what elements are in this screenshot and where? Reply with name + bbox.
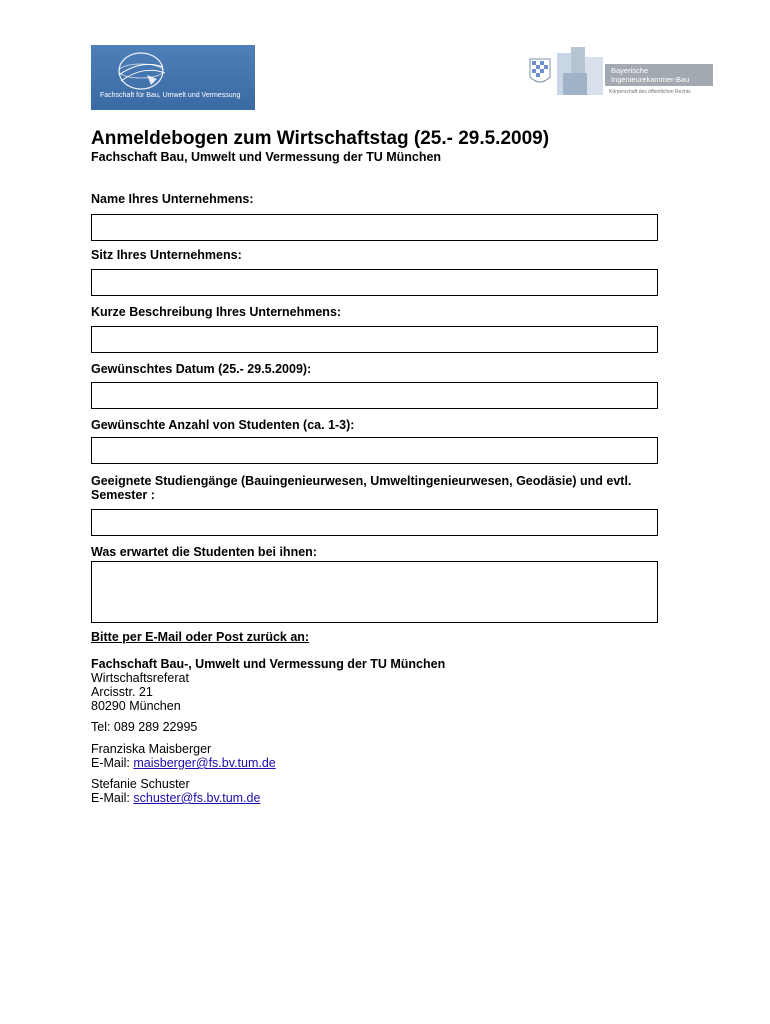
student-count-label: Gewünschte Anzahl von Studenten (ca. 1-3): [91, 418, 355, 432]
email-prefix: E-Mail: [91, 791, 134, 805]
contact-city: 80290 München [91, 699, 181, 713]
study-programs-field[interactable] [91, 509, 658, 536]
contact-organization: Fachschaft Bau-, Umwelt und Vermessung der TU München [91, 657, 446, 671]
company-description-label: Kurze Beschreibung Ihres Unternehmens: [91, 305, 342, 319]
contact-person2-email-line [91, 791, 260, 805]
preferred-date-label: Gewünschtes Datum (25.- 29.5.2009): [91, 362, 312, 376]
company-name-field[interactable] [91, 214, 658, 241]
student-expectations-label: Was erwartet die Studenten bei ihnen: [91, 545, 317, 559]
company-location-label: Sitz Ihres Unternehmens: [91, 248, 242, 262]
ingenieurekammer-logo [527, 45, 714, 100]
company-description-field[interactable] [91, 326, 658, 353]
person2-email-link[interactable]: schuster@fs.bv.tum.de [133, 791, 261, 805]
person1-email-link[interactable]: maisberger@fs.bv.tum.de [133, 756, 276, 770]
student-count-field[interactable] [91, 437, 658, 464]
contact-person1-email-line [91, 756, 276, 770]
return-instructions-heading: Bitte per E-Mail oder Post zurück an: [91, 630, 310, 644]
fachschaft-logo [91, 45, 255, 110]
contact-department: Wirtschaftsreferat [91, 671, 189, 685]
contact-phone: Tel: 089 289 22995 [91, 720, 198, 734]
page-subtitle: Fachschaft Bau, Umwelt und Vermessung der TU München [91, 150, 442, 164]
email-prefix: E-Mail: [91, 756, 134, 770]
org-name-line2: Ingenieurekammer-Bau [611, 75, 690, 84]
study-programs-label-line2: Semester : [91, 488, 155, 502]
company-name-label: Name Ihres Unternehmens: [91, 192, 254, 206]
study-programs-label-line1: Geeignete Studiengänge (Bauingenieurwesen, Umweltingenieurwesen, Geodäsie) und evtl. [91, 474, 632, 488]
contact-person2-name: Stefanie Schuster [91, 777, 190, 791]
page-title: Anmeldebogen zum Wirtschaftstag (25.- 29.5.2009) [91, 128, 550, 149]
student-expectations-field[interactable] [91, 561, 658, 623]
contact-person1-name: Franziska Maisberger [91, 742, 212, 756]
contact-street: Arcisstr. 21 [91, 685, 153, 699]
preferred-date-field[interactable] [91, 382, 658, 409]
globe-icon [91, 45, 255, 110]
org-name-line1: Bayerische [611, 66, 649, 75]
company-location-field[interactable] [91, 269, 658, 296]
org-subtitle: Körperschaft des öffentlichen Rechts [609, 89, 691, 95]
logo-caption: Fachschaft für Bau, Umwelt und Vermessung [100, 92, 241, 99]
bavarian-crest-icon [527, 45, 607, 100]
